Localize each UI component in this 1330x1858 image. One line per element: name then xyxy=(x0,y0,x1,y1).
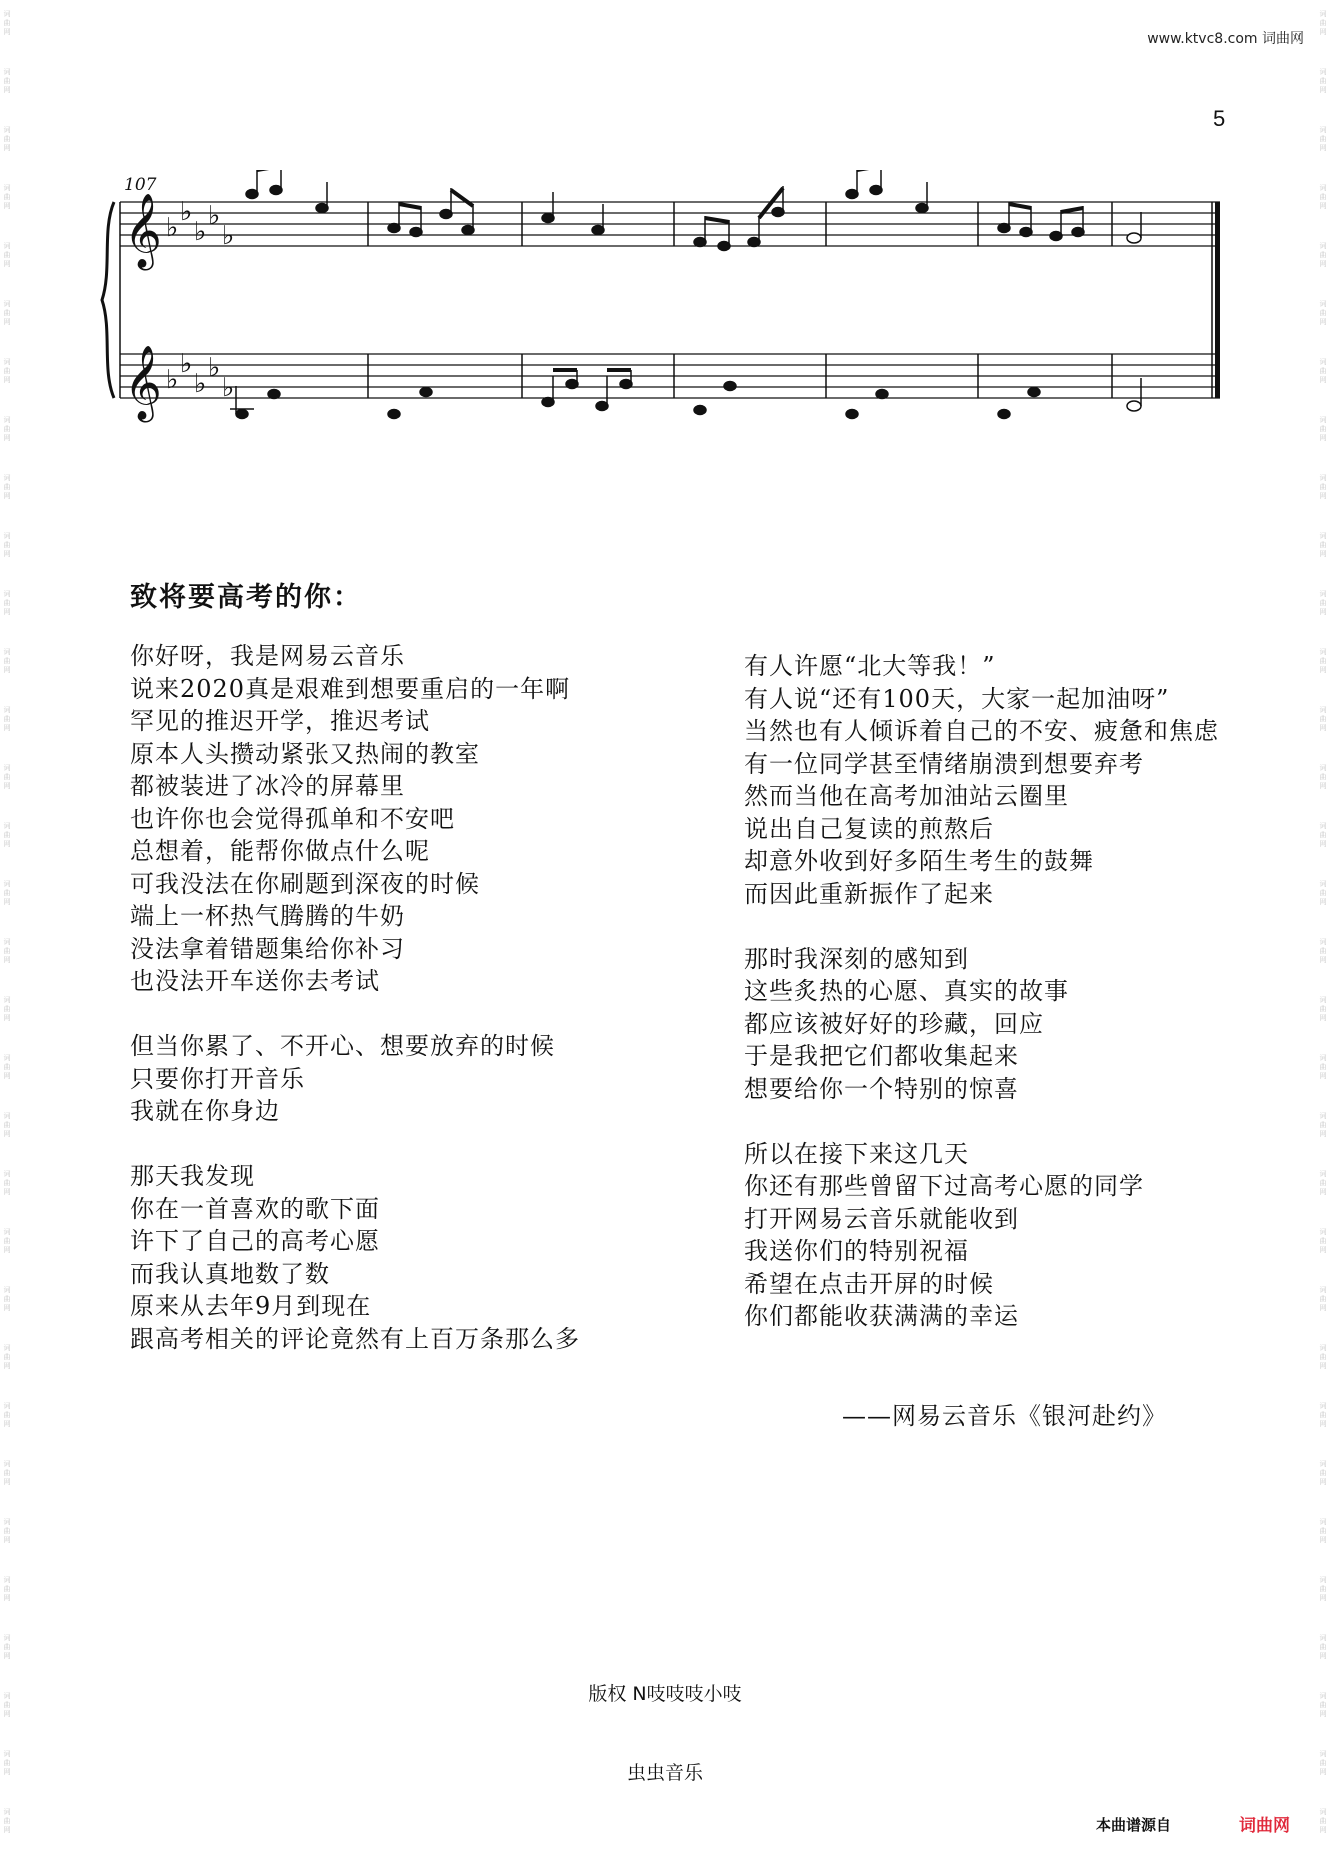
side-watermark-mark: 词 曲 网 xyxy=(3,416,11,442)
text-line: 于是我把它们都收集起来 xyxy=(744,1042,1019,1070)
side-watermark-mark: 词 曲 网 xyxy=(1319,184,1327,210)
paragraph xyxy=(130,1160,580,1355)
key-signature-flats xyxy=(166,197,234,403)
side-watermark-mark: 词 曲 网 xyxy=(3,300,11,326)
side-watermark-mark: 词 曲 网 xyxy=(1319,1286,1327,1312)
letter-left-column xyxy=(130,640,580,1355)
side-watermark-mark: 词 曲 网 xyxy=(3,706,11,732)
side-watermark-mark: 词 曲 网 xyxy=(3,1228,11,1254)
text-line: 总想着，能帮你做点什么呢 xyxy=(130,837,430,865)
text-line: 原本人头攒动紧张又热闹的教室 xyxy=(130,739,480,768)
text-line: 希望在点击开屏的时候 xyxy=(744,1269,994,1298)
publisher-name: 虫虫音乐 xyxy=(626,1762,703,1784)
text-line: 你还有那些曾留下过高考心愿的同学 xyxy=(744,1172,1144,1200)
svg-text:♭: ♭ xyxy=(194,369,207,399)
side-watermark-mark: 词 曲 网 xyxy=(3,126,11,152)
text-line: 你们都能收获满满的幸运 xyxy=(744,1302,1019,1330)
text-line: 有人许愿“北大等我！” xyxy=(744,652,996,680)
side-watermark-mark: 词 曲 网 xyxy=(3,10,11,36)
text-line: 说来2020真是艰难到想要重启的一年啊 xyxy=(130,674,571,703)
text-line: 然而当他在高考加油站云圈里 xyxy=(744,782,1069,810)
text-line: 打开网易云音乐就能收到 xyxy=(744,1204,1019,1233)
side-watermark-mark: 词 曲 网 xyxy=(3,68,11,94)
side-watermark-mark: 词 曲 网 xyxy=(3,1054,11,1080)
side-watermark-mark: 词 曲 网 xyxy=(1319,1460,1327,1486)
svg-text:♭: ♭ xyxy=(222,373,235,403)
text-line: 原来从去年9月到现在 xyxy=(130,1292,372,1320)
site-logo[interactable]: 词曲网 xyxy=(1239,1816,1290,1836)
left-watermark-strip xyxy=(0,0,14,1858)
side-watermark-mark: 词 曲 网 xyxy=(1319,1692,1327,1718)
side-watermark-mark: 词 曲 网 xyxy=(1319,996,1327,1022)
side-watermark-mark: 词 曲 网 xyxy=(3,880,11,906)
svg-text:♭: ♭ xyxy=(180,197,193,227)
side-watermark-mark: 词 曲 网 xyxy=(3,1402,11,1428)
side-watermark-mark: 词 曲 网 xyxy=(1319,1228,1327,1254)
side-watermark-mark: 词 曲 网 xyxy=(1319,1112,1327,1138)
side-watermark-mark: 词 曲 网 xyxy=(1319,1344,1327,1370)
side-watermark-mark: 词 曲 网 xyxy=(3,590,11,616)
side-watermark-mark: 词 曲 网 xyxy=(1319,1808,1327,1834)
side-watermark-mark: 词 曲 网 xyxy=(3,764,11,790)
header-site-url[interactable]: www.ktvc8.com 词曲网 xyxy=(1147,31,1304,47)
side-watermark-mark: 词 曲 网 xyxy=(1319,416,1327,442)
text-line: 有人说“还有100天，大家一起加油呀” xyxy=(744,684,1170,713)
side-watermark-mark: 词 曲 网 xyxy=(1319,1054,1327,1080)
grand-staff-brace xyxy=(102,202,114,398)
text-line: 说出自己复读的煎熬后 xyxy=(744,814,994,843)
treble-clef-icon xyxy=(124,194,162,423)
side-watermark-mark: 词 曲 网 xyxy=(1319,1750,1327,1776)
side-watermark-mark: 词 曲 网 xyxy=(1319,1402,1327,1428)
letter-title: 致将要高考的你： xyxy=(130,582,362,613)
side-watermark-mark: 词 曲 网 xyxy=(3,1750,11,1776)
side-watermark-mark: 词 曲 网 xyxy=(3,1518,11,1544)
text-line: 都被装进了冰冷的屏幕里 xyxy=(130,772,405,800)
side-watermark-mark: 词 曲 网 xyxy=(3,1112,11,1138)
svg-text:♭: ♭ xyxy=(222,221,235,251)
paragraph xyxy=(130,640,580,998)
text-line: 有一位同学甚至情绪崩溃到想要弃考 xyxy=(744,749,1144,778)
side-watermark-mark: 词 曲 网 xyxy=(1319,474,1327,500)
paragraph xyxy=(744,943,1219,1106)
right-watermark-strip xyxy=(1316,0,1330,1858)
svg-text:𝄞: 𝄞 xyxy=(124,194,162,268)
text-line: 你在一首喜欢的歌下面 xyxy=(130,1194,380,1223)
text-line: 端上一杯热气腾腾的牛奶 xyxy=(130,902,405,930)
svg-text:♭: ♭ xyxy=(180,349,193,379)
side-watermark-mark: 词 曲 网 xyxy=(3,1692,11,1718)
side-watermark-mark: 词 曲 网 xyxy=(1319,648,1327,674)
text-line: 想要给你一个特别的惊喜 xyxy=(744,1074,1019,1103)
text-line: 而我认真地数了数 xyxy=(130,1259,330,1288)
side-watermark-mark: 词 曲 网 xyxy=(3,532,11,558)
svg-text:♭: ♭ xyxy=(166,365,179,395)
side-watermark-mark: 词 曲 网 xyxy=(3,1344,11,1370)
side-watermark-mark: 词 曲 网 xyxy=(1319,1576,1327,1602)
svg-text:♭: ♭ xyxy=(208,353,221,383)
text-line: 你好呀，我是网易云音乐 xyxy=(130,642,405,670)
text-line: 都应该被好好的珍藏，回应 xyxy=(744,1009,1044,1038)
letter-signature: ——网易云音乐《银河赴约》 xyxy=(842,1402,1167,1430)
piano-score xyxy=(100,170,1240,430)
side-watermark-mark: 词 曲 网 xyxy=(1319,590,1327,616)
letter-right-column xyxy=(744,650,1219,1333)
text-line: 而因此重新振作了起来 xyxy=(744,879,994,908)
text-line: 这些炙热的心愿、真实的故事 xyxy=(744,977,1069,1005)
text-line: 我就在你身边 xyxy=(130,1097,280,1125)
upper-notes xyxy=(246,170,1141,251)
upper-beams xyxy=(257,170,1083,222)
text-line: 那天我发现 xyxy=(130,1162,255,1190)
text-line: 只要你打开音乐 xyxy=(130,1064,305,1093)
text-line: 许下了自己的高考心愿 xyxy=(130,1227,380,1255)
side-watermark-mark: 词 曲 网 xyxy=(1319,1170,1327,1196)
svg-text:♭: ♭ xyxy=(208,201,221,231)
side-watermark-mark: 词 曲 网 xyxy=(3,474,11,500)
text-line: 所以在接下来这几天 xyxy=(744,1139,969,1168)
text-line: 也许你也会觉得孤单和不安吧 xyxy=(130,804,455,833)
text-line: 可我没法在你刷题到深夜的时候 xyxy=(130,869,480,898)
treble-staff-lower xyxy=(120,354,1220,398)
text-line: 却意外收到好多陌生考生的鼓舞 xyxy=(744,847,1094,875)
svg-text:♭: ♭ xyxy=(194,217,207,247)
copyright-line: 版权 N吱吱吱小吱 xyxy=(588,1683,742,1705)
svg-text:♭: ♭ xyxy=(166,213,179,243)
page-number: 5 xyxy=(1213,106,1226,131)
side-watermark-mark: 词 曲 网 xyxy=(3,648,11,674)
side-watermark-mark: 词 曲 网 xyxy=(1319,1634,1327,1660)
side-watermark-mark: 词 曲 网 xyxy=(1319,764,1327,790)
side-watermark-mark: 词 曲 网 xyxy=(1319,938,1327,964)
text-line: 罕见的推迟开学，推迟考试 xyxy=(130,707,430,735)
side-watermark-mark: 词 曲 网 xyxy=(1319,358,1327,384)
paragraph xyxy=(744,1138,1219,1333)
side-watermark-mark: 词 曲 网 xyxy=(1319,822,1327,848)
side-watermark-mark: 词 曲 网 xyxy=(1319,1518,1327,1544)
side-watermark-mark: 词 曲 网 xyxy=(1319,532,1327,558)
text-line: 当然也有人倾诉着自己的不安、疲惫和焦虑 xyxy=(744,717,1219,745)
side-watermark-mark: 词 曲 网 xyxy=(1319,242,1327,268)
side-watermark-mark: 词 曲 网 xyxy=(3,184,11,210)
text-line: 也没法开车送你去考试 xyxy=(130,967,380,995)
side-watermark-mark: 词 曲 网 xyxy=(3,1634,11,1660)
side-watermark-mark: 词 曲 网 xyxy=(1319,706,1327,732)
side-watermark-mark: 词 曲 网 xyxy=(3,242,11,268)
side-watermark-mark: 词 曲 网 xyxy=(1319,10,1327,36)
final-barline xyxy=(1215,202,1220,398)
source-label: 本曲谱源自 xyxy=(1096,1816,1172,1834)
side-watermark-mark: 词 曲 网 xyxy=(1319,68,1327,94)
lower-notes xyxy=(230,370,1141,419)
side-watermark-mark: 词 曲 网 xyxy=(3,1460,11,1486)
barlines xyxy=(120,202,1212,398)
side-watermark-mark: 词 曲 网 xyxy=(3,938,11,964)
side-watermark-mark: 词 曲 网 xyxy=(3,1170,11,1196)
side-watermark-mark: 词 曲 网 xyxy=(1319,880,1327,906)
side-watermark-mark: 词 曲 网 xyxy=(3,1808,11,1834)
side-watermark-mark: 词 曲 网 xyxy=(3,1286,11,1312)
text-line: 但当你累了、不开心、想要放弃的时候 xyxy=(130,1032,555,1060)
side-watermark-mark: 词 曲 网 xyxy=(1319,126,1327,152)
text-line: 跟高考相关的评论竟然有上百万条那么多 xyxy=(130,1324,580,1353)
text-line: 没法拿着错题集给你补习 xyxy=(130,934,405,963)
measure-number: 107 xyxy=(124,175,157,195)
paragraph xyxy=(130,1030,580,1128)
paragraph xyxy=(744,650,1219,910)
side-watermark-mark: 词 曲 网 xyxy=(3,996,11,1022)
side-watermark-mark: 词 曲 网 xyxy=(3,358,11,384)
text-line: 那时我深刻的感知到 xyxy=(744,944,969,973)
side-watermark-mark: 词 曲 网 xyxy=(3,1576,11,1602)
svg-text:𝄞: 𝄞 xyxy=(124,346,162,420)
side-watermark-mark: 词 曲 网 xyxy=(1319,300,1327,326)
side-watermark-mark: 词 曲 网 xyxy=(3,822,11,848)
text-line: 我送你们的特别祝福 xyxy=(744,1237,969,1265)
